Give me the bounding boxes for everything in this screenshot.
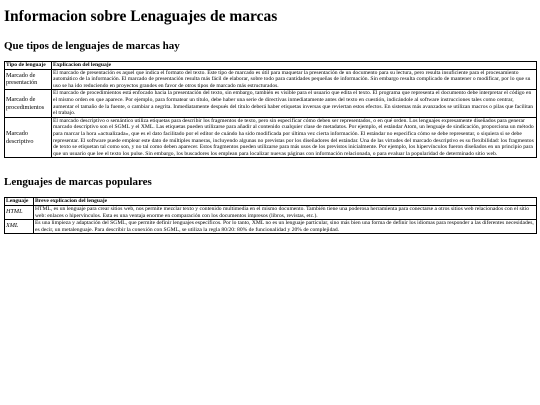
table-row (5, 90, 537, 117)
column-header-explicacion: Explicacion del lenguaje (52, 62, 537, 70)
cell-lenguaje: XML (5, 220, 34, 234)
cell-lenguaje: HTML (5, 205, 34, 219)
column-header-lenguaje: Lenguaje (5, 198, 34, 206)
cell-tipo: Marcado descriptivo (5, 117, 52, 158)
section-heading-populares: Lenguajes de marcas populares (4, 176, 152, 189)
table-row (5, 117, 537, 158)
cell-explicacion: Es una limpieza y adaptación del SGML, que permite definir lenguajes específicos. Por lo tanto, XML no es un lenguaje particular, sino más bien una forma de definir los idiomas para responder a las diferentes necesidades, es decir, un metalenguaje. Para describir la conexión con SGML, se utiliza la regla 80/20: 80% de funcionalidad y 20% de complejidad. (34, 220, 537, 234)
section-heading-tipos: Que tipos de lenguajes de marcas hay (4, 40, 180, 52)
cell-explicacion: El marcado de presentación es aquel que indica el formato del texto. Este tipo de marcado es útil para maquetar la presentación de un documento para su lectura, pero resulta insuficiente para el procesamiento automático de la información. El marcado de presentación resulta más fácil de elaborar, sobre todo para cantidades pequeñas de información. Sin embargo resulta complicado de mantener o modificar, por lo que su uso se ha ido reduciendo en proyectos grandes en favor de otros tipos de marcado más estructurados. (52, 69, 537, 90)
table-row (5, 205, 537, 219)
column-header-breve-explicacion: Breve explicacion del lenguaje (34, 198, 537, 206)
table-header-row (5, 62, 537, 70)
cell-tipo: Marcado de presentación (5, 69, 52, 90)
page-title: Informacion sobre Lenaguajes de marcas (4, 8, 278, 25)
column-header-tipo: Tipo de lenguaje (5, 62, 52, 70)
table-row (5, 69, 537, 90)
tipos-table (4, 61, 537, 158)
cell-explicacion: El marcado de procedimientos está enfocado hacia la presentación del texto, sin embargo, también es visible para el usuario que edita el texto. El programa que representa el documento debe interpretar el código en el mismo orden en que aparece. Por ejemplo, para formatear un título, debe haber una serie de directivas inmediatamente antes del texto en cuestión, indicándole al software instrucciones tales como centrar, aumentar el tamaño de la fuente, o cambiar a negrita. Inmediatamente después del título deberá haber etiquetas inversas que reviertan estos efectos. En sistemas más avanzados se utilizan macros o pilas que facilitan el trabajo. (52, 90, 537, 117)
table-header-row (5, 198, 537, 206)
populares-table (4, 197, 537, 234)
cell-explicacion: HTML, es un lenguaje para crear sitios web, nos permite mezclar texto y contenido multimedia en el mismo documento. También tiene una poderosa herramienta para conectarse a otros sitios web relacionados con el sitio web: enlaces o hipervínculos. Esta es una ventaja enorme en comparación con los documentos impresos (libros, revistas, etc.). (34, 205, 537, 219)
cell-explicacion: El marcado descriptivo o semántico utiliza etiquetas para describir los fragmentos de texto, pero sin especificar cómo deben ser representados, o en qué orden. Los lenguajes expresamente diseñados para generar marcado descriptivo son el SGML y el XML. Las etiquetas pueden utilizarse para añadir al contenido cualquier clase de metadatos. Por ejemplo, el estándar Atom, un lenguaje de sindicación, proporciona un método para marcar la hora «actualizada», que es el dato facilitado por el editor de cuándo ha sido modificada por última vez cierta información. El estándar no especifica cómo se debe representar, o siquiera si se debe representar. El software puede emplear este dato de múltiples maneras, incluyendo algunas no previstas por los diseñadores del estándar. Una de las virtudes del marcado descriptivo es su flexibilidad: los fragmentos de texto se etiquetan tal como son, y no tal como deben aparecer. Estos fragmentos pueden utilizarse para más usos de los previstos inicialmente. Por ejemplo, los hipervínculos fueron diseñados en un principio para que un usuario que lee el texto los pulse. Sin embargo, los buscadores los emplean para localizar nuevas páginas con información relacionada, o para evaluar la popularidad de determinado sitio web. (52, 117, 537, 158)
cell-tipo: Marcado de procedimientos (5, 90, 52, 117)
table-row (5, 220, 537, 234)
